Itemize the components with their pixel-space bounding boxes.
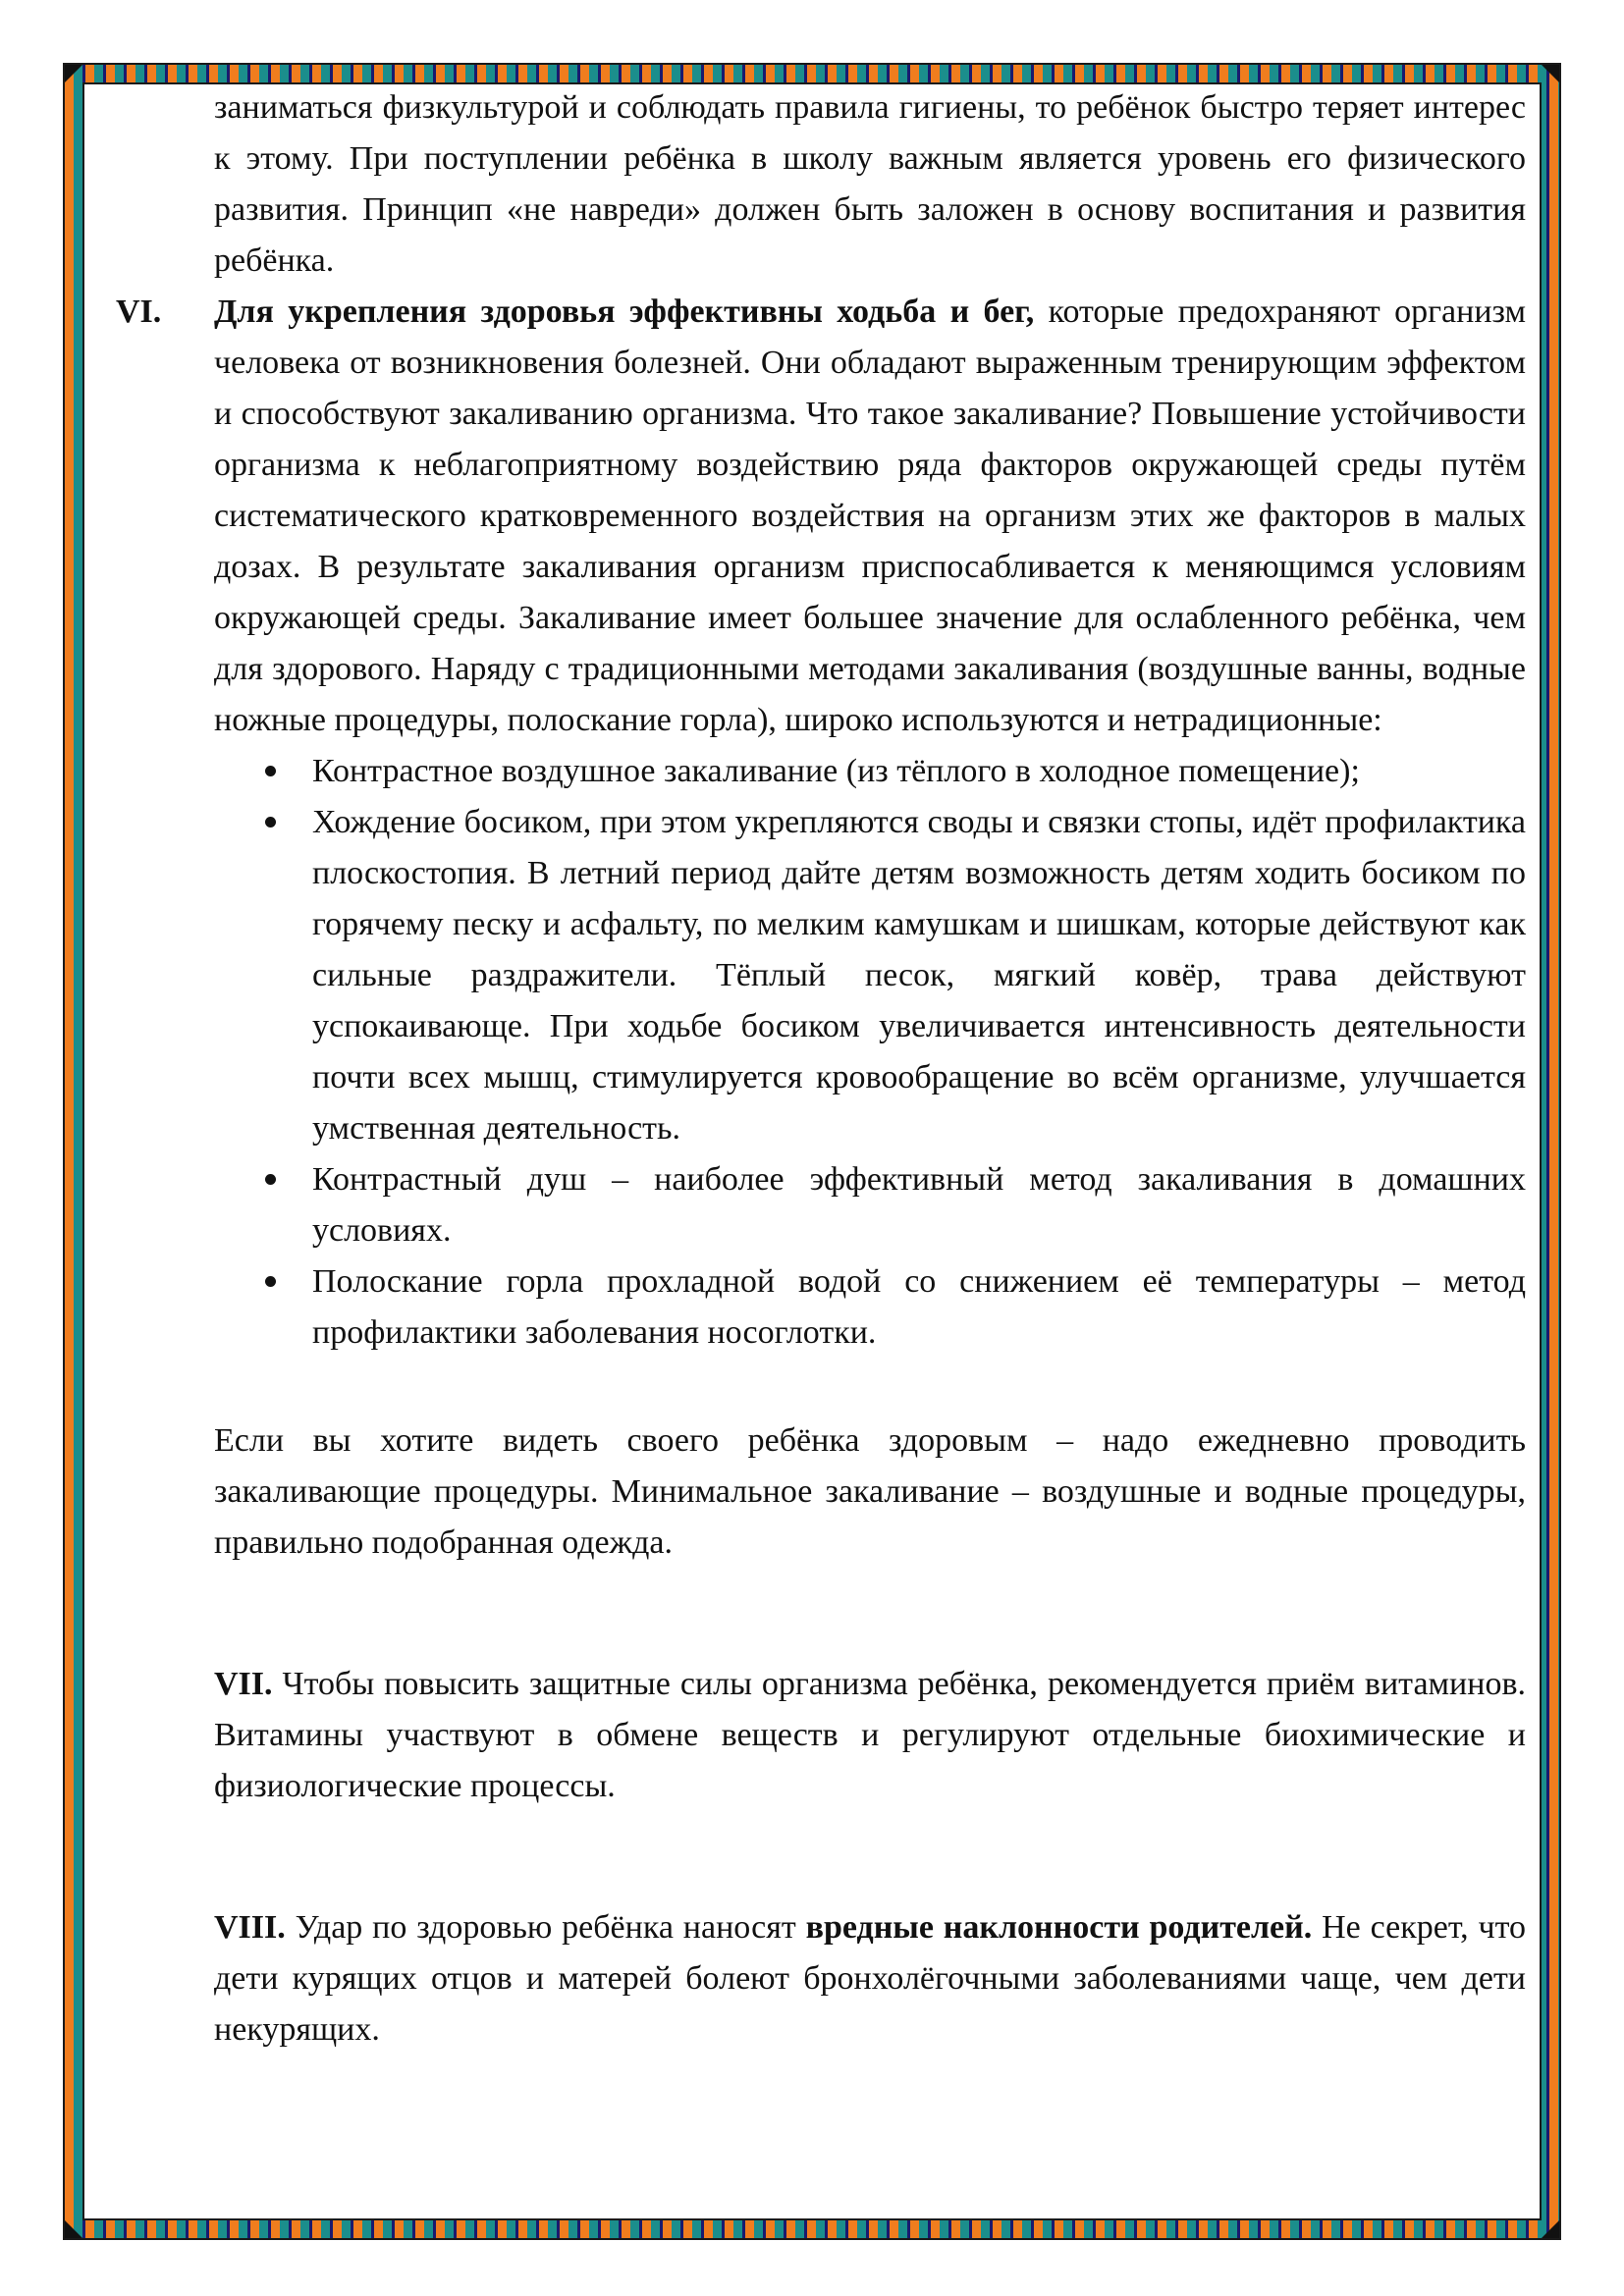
list-item: Хождение босиком, при этом укрепляются своды и связки стопы, идёт профилактика плоскостопия. В летний период дайте детям возможность детям ходить босиком по горячему песку и асфальту, по мелким камушкам и шишкам, которые действуют как сильные раздражители. Тёплый песок, мягкий ковёр, трава действуют успокаивающе. При ходьбе босиком увеличивается интенсивность деятельности почти всех мышц, стимулируется кровообращение во всём организме, улучшается умственная деятельность. — [214, 797, 1526, 1154]
spacer — [116, 1359, 1526, 1382]
list-item: Контрастное воздушное закаливание (из тёплого в холодное помещение); — [214, 746, 1526, 797]
section-viii-text-before: Удар по здоровью ребёнка наносят — [285, 1909, 806, 1946]
section-vii-text: Чтобы повысить защитные силы организма ребёнка, рекомендуется приём витаминов. Витамины участвуют в обмене веществ и регулируют отдельные биохимические и физиологические процессы. — [214, 1666, 1526, 1804]
list-item: Контрастный душ – наиболее эффективный метод закаливания в домашних условиях. — [214, 1154, 1526, 1256]
section-vi — [116, 287, 1526, 746]
section-viii-paragraph — [214, 1902, 1526, 2056]
section-vi-text: которые предохраняют организм человека от возникновения болезней. Они обладают выраженным тренирующим эффектом и способствуют закаливанию организма. Что такое закаливание? Повышение устойчивости организма к неблагоприятному воздействию ряда факторов окружающей среды путём систематического кратковременного воздействия на организм этих же факторов в малых дозах. В результате закаливания организм приспосабливается к меняющимся условиям окружающей среды. Закаливание имеет большее значение для ослабленного ребёнка, чем для здорового. Наряду с традиционными методами закаливания (воздушные ванны, водные ножные процедуры, полоскание горла), широко используются и нетрадиционные: — [214, 294, 1526, 738]
list-item: Полоскание горла прохладной водой со снижением её температуры – метод профилактики заболевания носоглотки. — [214, 1256, 1526, 1359]
bullet-icon — [265, 1276, 276, 1287]
section-vii-paragraph — [214, 1659, 1526, 1812]
document-body — [116, 82, 1526, 2089]
hardening-paragraph: Если вы хотите видеть своего ребёнка здоровым – надо ежедневно проводить закаливающие процедуры. Минимальное закаливание – воздушные и водные процедуры, правильно подобранная одежда. — [214, 1422, 1526, 1561]
section-numeral: VI. — [116, 294, 162, 330]
intro-paragraph: заниматься физкультурой и соблюдать правила гигиены, то ребёнок быстро теряет интерес к этому. При поступлении ребёнка в школу важным является уровень его физического развития. Принцип «не навреди» должен быть заложен в основу воспитания и развития ребёнка. — [214, 89, 1526, 279]
section-numeral: VIII. — [214, 1909, 286, 1946]
section-viii-bold-phrase: вредные наклонности родителей. — [805, 1909, 1313, 1946]
hardening-methods-list — [116, 746, 1526, 1359]
section-vi-bold-lead: Для укрепления здоровья эффективны ходьба и бег, — [214, 294, 1035, 330]
section-vi-paragraph — [214, 287, 1526, 746]
bullet-icon — [265, 817, 276, 828]
bullet-icon — [265, 766, 276, 776]
section-viii-text-after: Не секрет, что дети курящих отцов и матерей болеют бронхолёгочными заболеваниями чаще, чем дети некурящих. — [214, 1909, 1527, 2048]
bullet-icon — [265, 1174, 276, 1185]
spacer — [116, 1845, 1526, 1869]
section-numeral: VII. — [214, 1666, 273, 1702]
spacer — [116, 1602, 1526, 1626]
